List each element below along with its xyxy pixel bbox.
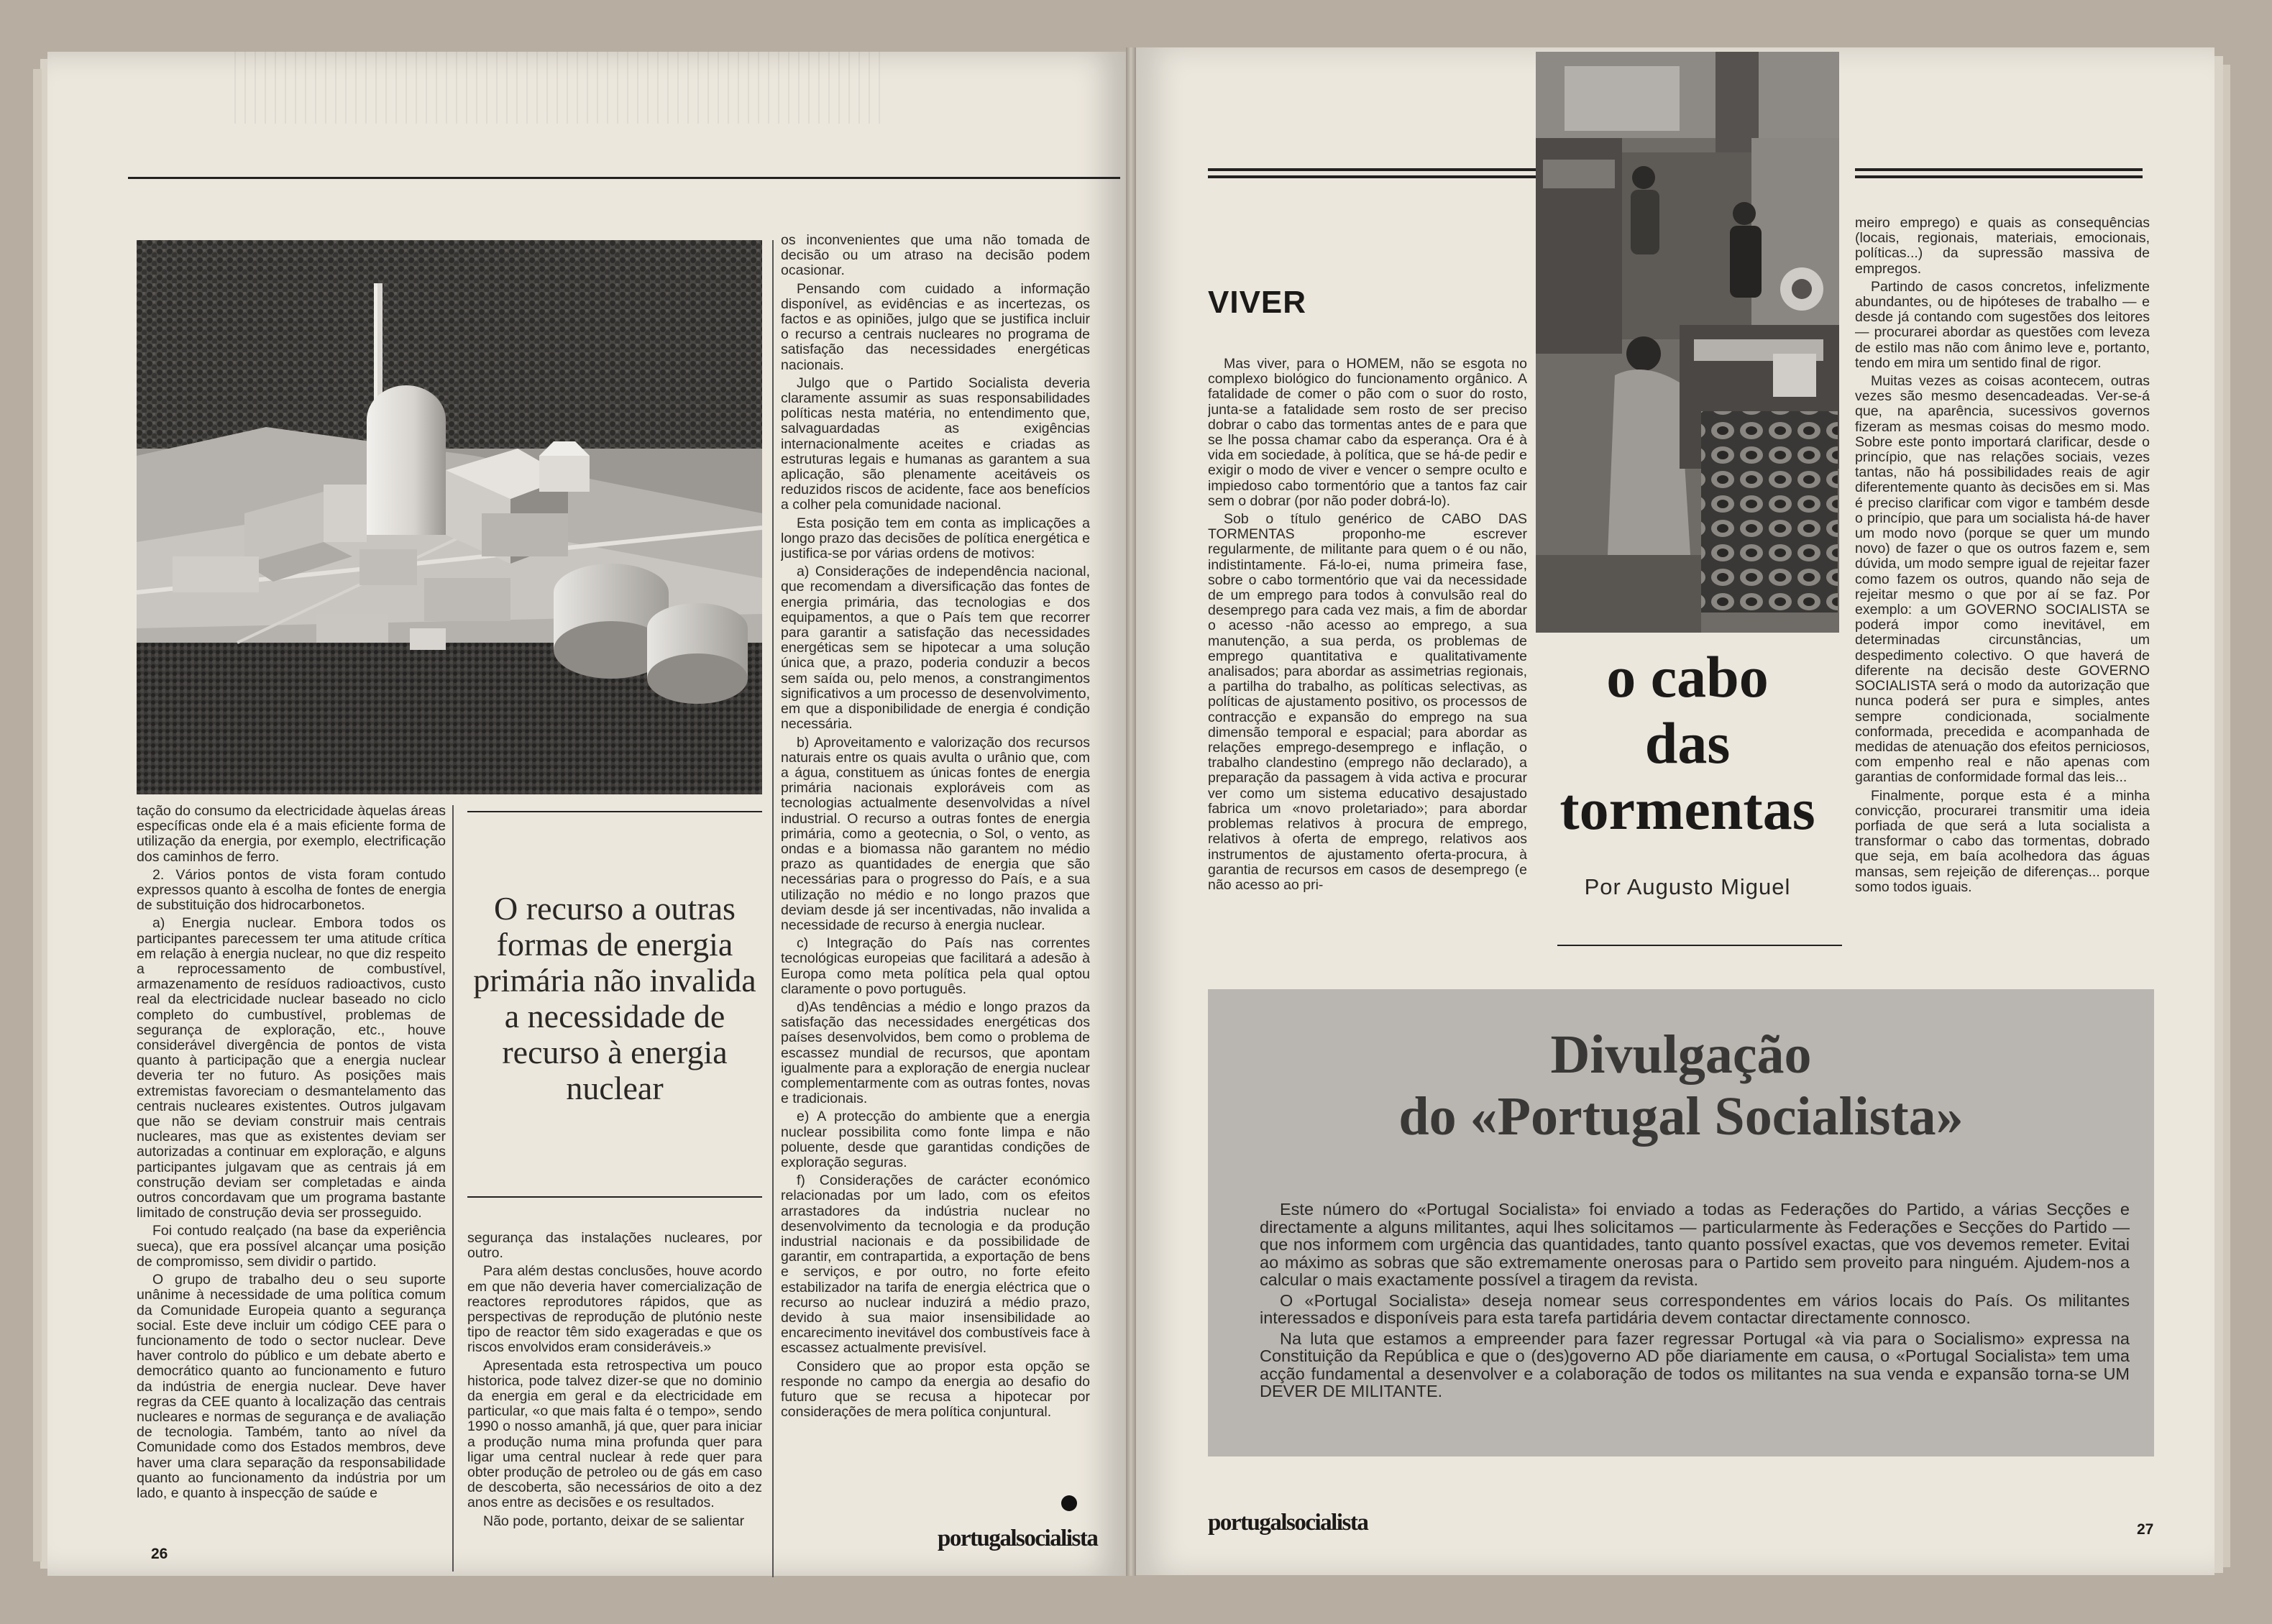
paragraph: c) Integração do País nas correntes tecnológicas europeias que facilitará a adesão à Europa como meta política pela qual optou claramente o povo português. <box>781 935 1090 997</box>
paragraph: Finalmente, porque esta é a minha convicção, procurarei transmitir uma ideia porfiada de que será a luta socialista a transformar o cabo das tormentas, dobrado que seja, em baía acolhedora das águas mansas, sem rejeição de diferenças... porque somo todos iguais. <box>1855 787 2150 895</box>
article-column-1 <box>137 804 446 1577</box>
announcement-title-line: Divulgação <box>1550 1024 1812 1085</box>
factory-photo <box>1536 52 1839 633</box>
article-column-3 <box>781 233 1090 1570</box>
paragraph: Foi contudo realçado (na base da experiência sueca), que era possível alcançar uma posição de compromisso, sem dividir o partido. <box>137 1223 446 1270</box>
column-divider <box>452 805 454 1572</box>
paragraph: a) Considerações de independência nacional, que recomendam a diversificação das fontes de energia primária, das tecnologias e dos equipamentos, a que o País tem que recorrer para garantir a satisfação das necessidades energéticas sem se hipotecar a uma solução única que, a prazo, poderia conduzir a becos sem saída ou, pelo menos, a constrangimentos significativos a um processo de desenvolvimento, em que a disponibilidade de energia é condição necessária. <box>781 564 1090 733</box>
show-through <box>234 52 881 124</box>
paragraph: O «Portugal Socialista» deseja nomear seus correspondentes em vários locais do País. Os militantes interessados e disponíveis para esta tarefa partidária devem contactar directamente connosco. <box>1260 1290 2130 1327</box>
paragraph: a) Energia nuclear. Embora todos os participantes parecessem ter uma atitude crítica em relação à energia nuclear, no que diz respeito a reprocessamento de combustível, armazenamento de resíduos radioactivos, custo real da electricidade nuclear baseado no ciclo completo do cumbustível, problemas de segurança de exploração, etc., houve considerável divergência de pontos de vista quanto à participação que a energia nuclear deveria ter no futuro. As posições mais extremistas favoreciam o desmantelamento das centrais nucleares existentes. Outros julgavam que não se deviam construir mais centrais nucleares, mas que as existentes deviam ser autorizadas a continuar em exploração, e alguns participantes julgavam que as centrais já em construção deviam ser completadas e ainda outros concordavam que um programa bastante limitado de construção devia ser prosseguido. <box>137 915 446 1221</box>
headline-rule <box>1557 945 1842 946</box>
paragraph: Julgo que o Partido Socialista deveria claramente assumir as suas responsabilidades políticas nesta matéria, no entendimento que, salvaguardadas as exigências internacionalmente aceites e criadas as estruturas legais e humanas as garantem a sua aplicação, são plenamente aceitáveis os reduzidos riscos de acidente, face aos benefícios a colher pela comunidade nacional. <box>781 375 1090 513</box>
paragraph: os inconvenientes que uma não tomada de decisão ou um atraso na decisão podem ocasionar. <box>781 233 1090 279</box>
top-rule <box>128 177 1120 179</box>
left-page <box>47 52 1126 1576</box>
section-label: VIVER <box>1208 285 1307 320</box>
headline-line: o cabo <box>1606 644 1769 710</box>
page-edge <box>2214 56 2223 1573</box>
end-mark-icon <box>1061 1495 1077 1511</box>
paragraph: O grupo de trabalho deu o seu suporte unânime à necessidade de uma política comum da Comunidade Europeia quanto a segurança social. Este deve incluir um código CEE para o funcionamento de todo o sector nuclear. Deve haver controlo do público e um debate aberto e democrático quanto ao funcionamento e futuro da indústria de energia nuclear. Deve haver regras da CEE quanto à localização das centrais nucleares e normas de segurança e de avaliação de tecnologia. Também, tanto ao nível da Comunidade como dos Estados membros, deve haver uma clara separação da responsabilidade quanto ao funcionamento da indústria por um lado, e quanto à inspecção de saúde e <box>137 1272 446 1501</box>
pull-quote <box>467 809 762 1187</box>
column-divider <box>772 240 774 1577</box>
headline-line: tormentas <box>1559 776 1815 842</box>
paragraph: Esta posição tem em conta as implicações a longo prazo das decisões de política energética e justifica-se por várias ordens de motivos: <box>781 515 1090 562</box>
pull-quote-text: O recurso a outras formas de energia primária não invalida a necessidade de recurso à energia nuclear <box>473 889 756 1106</box>
page-number: 26 <box>151 1546 168 1562</box>
byline: Por Augusto Miguel <box>1584 874 1791 899</box>
pull-quote-rule-bottom <box>467 1196 762 1198</box>
paragraph: tação do consumo da electricidade àquelas áreas específicas onde ela é a mais eficiente forma de utilização da energia, por exemplo, electrificação dos caminhos de ferro. <box>137 804 446 865</box>
paragraph: b) Aproveitamento e valorização dos recursos naturais entre os quais avulta o urânio que, com a água, constituem as únicas fontes de energia primária nacionais exploráveis com as tecnologias actualmente desenvolvidas a nível industrial. O recurso a outras fontes de energia primária, como a geotecnia, o Sol, o vento, as ondas e a biomassa não garantem no médio prazo as quantidades de energia que são necessárias para o progresso do País, e a sua utilização no médio e no longo prazos que deviam desde já ser incentivadas, não invalida a necessidade de recurso à energia nuclear. <box>781 734 1090 933</box>
footer-brand: portugalsocialista <box>1208 1510 1368 1536</box>
paragraph: Não pode, portanto, deixar de se salientar <box>483 1513 745 1529</box>
page-edge <box>2223 65 2230 1567</box>
article-column-b <box>1855 216 2150 999</box>
paragraph: d)As tendências a médio e longo prazos da satisfação das necessidades energéticas dos países desenvolvidos, bem como o problema de escassez mundial de recursos, que apontam igualmente para a exploração de energia nuclear complementarmente com as outras fontes, novas e tradicionais. <box>781 999 1090 1107</box>
nuclear-plant-photo <box>137 240 762 794</box>
paragraph: Sob o título genérico de CABO DAS TORMENTAS proponho-me escrever regularmente, de militante para quem o é ou não, indistintamente. Fá-lo-ei, numa primeira fase, sobre o cabo tormentório que vai da necessidade de um emprego para todos à convulsão real do desemprego para cada vez mais, a fim de abordar o acesso -não acesso ao emprego, a sua manutenção, a sua perda, os problemas de emprego quantitativa e qualitativamente analisados; para abordar as assimetrias regionais, a partilha do trabalho, as políticas selectivas, as políticas de ajustamento positivo, os processos de contracção e expansão do emprego na sua dimensão temporal e espacial; para abordar as relações emprego-desemprego e inflação, o trabalho clandestino (emprego não declarado), a preparação da passagem à vida activa e procurar ver como um sistema educativo desajustado fabrica um «novo proletariado»; para abordar problemas relativos à procura de emprego, relativos à oferta de emprego, relativos aos instrumentos de ajustamento oferta-procura, à garantia de recursos em casos de desemprego (e não acesso ao pri- <box>1208 511 1527 893</box>
headline-line: das <box>1644 710 1731 776</box>
headline <box>1536 644 1839 843</box>
page-edge <box>33 69 42 1561</box>
top-rule <box>1208 175 1542 178</box>
top-rule <box>1855 168 2143 171</box>
paragraph: Muitas vezes as coisas acontecem, outras vezes são mesmo desencadeadas. Ver-se-á que, na aparência, sucessivos governos fizeram as mesmas coisas do mesmo modo. Sobre este ponto importará clarificar, desde o princípio, que nas relações sociais, vezes tantas, não há possibilidades reais de agir diferentemente quanto às decisões em si. Mas é preciso clarificar com vigor e também desde o princípio, que para um socialista há-de haver um modo novo (porque se quer um mundo novo) de fazer o que os outros fazem e, sem dúvida, um modo sempre igual de rejeitar fazer como fazem os outros, quando não seja de rejeitar mesmo o que por aí se faz. Por exemplo: a um GOVERNO SOCIALISTA se poderá impor como inevitável, em determinadas circunstâncias, um despedimento colectivo. O que haverá de diferente na decisão deste GOVERNO SOCIALISTA será o modo da autorização que nunca poderá ser pura e simples, antes sempre condicionada, socialmente conformada, precedida e acompanhada de medidas de atenuação dos efeitos perniciosos, com empenho real e não apenas com garantias de conformidade formal das leis... <box>1855 373 2150 786</box>
paragraph: segurança das instalações nucleares, por outro. <box>467 1231 762 1262</box>
right-page <box>1136 47 2214 1575</box>
top-rule <box>1208 168 1542 171</box>
paragraph: Pensando com cuidado a informação disponível, as evidências e as incertezas, os factos e as opiniões, julgo que se justifica incluir o recurso a centrais nucleares no programa de satisfação das necessidades energéticas nacionais. <box>781 280 1090 373</box>
announcement-title-line: do «Portugal Socialista» <box>1398 1086 1964 1147</box>
paragraph: Mas viver, para o HOMEM, não se esgota no complexo biológico do funcionamento orgânico. A fatalidade de comer o pão com o suor do rosto, junta-se a fatalidade sem rosto de ser preciso dobrar o cabo das tormentas antes de e para que se lhe possa chamar cabo da esperança. Ora é à vida em sociedade, à política, que se há-de pedir e exigir o modo de viver e vencer o sempre oculto e impiedoso cabo tormentório que a tantos faz cair sem o dobrar (por não poder dobrá-lo). <box>1208 357 1527 509</box>
announcement-title <box>1208 1024 2154 1147</box>
paragraph: Apresentada esta retrospectiva um pouco historica, pode talvez dizer-se que no dominio da energia em geral e da electricidade em particular, «o que mais falta é o tempo», sendo 1990 o nosso amanhã, já que, quer para iniciar a produção numa mina profunda quer para ligar uma central nuclear à rede quer para obter produção de petroleo ou de gás em caso de descoberta, são necessários de oito a dez anos entre as decisões e os resultados. <box>467 1357 762 1511</box>
paragraph: Para além destas conclusões, houve acordo em que não deveria haver comercialização de reactores reprodutores rápidos, que as perspectivas de reprodução de plutónio neste tipo de reactor têm sido exageradas e que os riscos envolvidos eram consideráveis.» <box>467 1263 762 1356</box>
spine <box>1126 47 1136 1576</box>
paragraph: e) A protecção do ambiente que a energia nuclear possibilita como fonte limpa e não poluente, desde que garantidas condições de exploração seguras. <box>781 1109 1090 1170</box>
paragraph: Considero que ao propor esta opção se responde no campo da energia ao desafio do futuro que se recusa a hipotecar por considerações de mera política conjuntural. <box>781 1358 1090 1421</box>
paragraph: meiro emprego) e quais as consequências (locais, regionais, materiais, emocionais, políticas...) da supressão massiva de empregos. <box>1855 216 2150 277</box>
paragraph: Este número do «Portugal Socialista» foi enviado a todas as Federações do Partido, a várias Secções e directamente a alguns militantes, aqui lhes solicitamos — particularmente às Federações e Secções do Partido — que nos informem com urgência das quantidades, tanto quanto possível exactas, que vos devemos remeter. Evitai ao máximo as sobras que são extremamente onerosas para o Partido sem proveito para ninguém. Ajudem-nos a calcular o mais exactamente possível a tiragem da revista. <box>1260 1200 2130 1289</box>
announcement-body <box>1260 1201 2130 1403</box>
footer-brand: portugalsocialista <box>938 1526 1098 1551</box>
paragraph: 2. Vários pontos de vista foram contudo expressos quanto à escolha de fontes de energia de substituição dos hidrocarbonetos. <box>137 866 446 914</box>
announcement-box <box>1208 989 2154 1456</box>
paragraph: Na luta que estamos a empreender para fazer regressar Portugal «à via para o Socialismo» expressa na Constituição da República e que o (des)governo AD põe diariamente em causa, o «Portugal Socialista» tem uma acção fundamental a desenvolver e a colaboração de todos os militantes na sua venda e expansão torna-se UM DEVER DE MILITANTE. <box>1260 1329 2130 1400</box>
top-rule <box>1855 175 2143 178</box>
page-number: 27 <box>2137 1521 2154 1538</box>
paragraph: Partindo de casos concretos, infelizmente abundantes, ou de hipóteses de trabalho — e desde já contando com sugestões dos leitores — procurarei abordar as questões com leveza de estilo mas não com ânimo leve e, portanto, tendo em mira um sentido final de rigor. <box>1855 278 2150 371</box>
article-column-2 <box>467 1231 762 1577</box>
paragraph: f) Considerações de carácter económico relacionadas por um lado, com os efeitos arrastadores da indústria nuclear no desenvolvimento da tecnologia e da produção industrial nacionais e da possibilidade de garantir, em contrapartida, a exportação de bens e serviços, e por outro, no forte efeito estabilizador na tarifa de energia eléctrica que o recurso ao nuclear induzirá a médio prazo, devido à sua maior insensibilidade ao encarecimento inevitável dos combustíveis face à escassez actualmente previsível. <box>781 1173 1090 1357</box>
